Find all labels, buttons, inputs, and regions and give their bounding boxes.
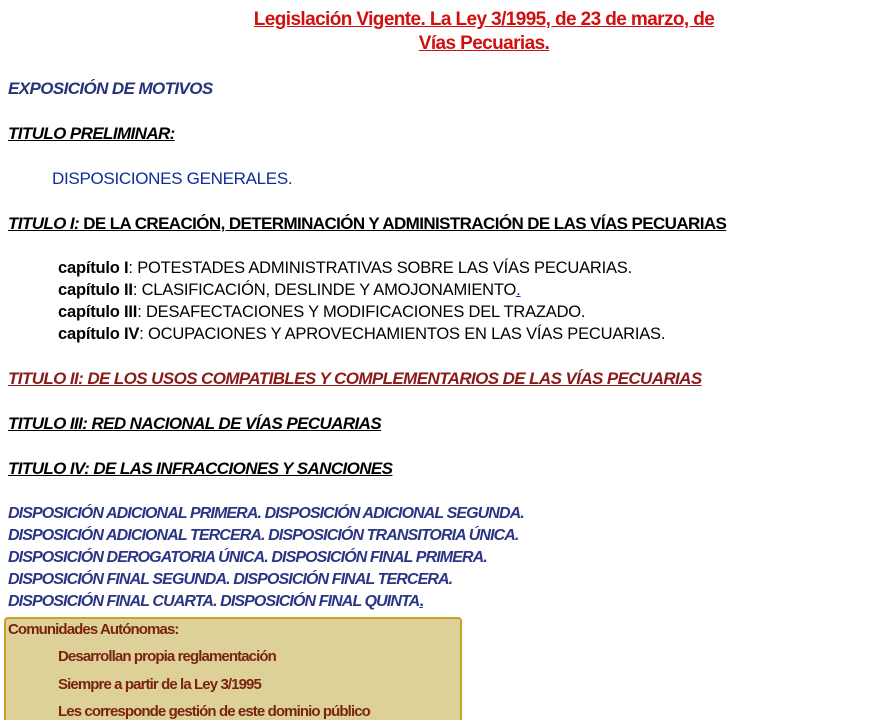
titulo-i-heading[interactable] [8,213,726,235]
titulo-i-label: TITULO I: [8,214,80,233]
capitulo-i-text: : POTESTADES ADMINISTRATIVAS SOBRE LAS VÍAS PECUARIAS. [128,259,632,277]
document-title-line-1: Legislación Vigente. La Ley 3/1995, de 23 de marzo, de [253,9,715,30]
titulo-preliminar-heading[interactable]: TITULO PRELIMINAR: [8,124,175,143]
disposiciones-line-4[interactable]: DISPOSICIÓN FINAL SEGUNDA. DISPOSICIÓN FINAL TERCERA. [8,571,453,588]
disposiciones-line-1[interactable]: DISPOSICIÓN ADICIONAL PRIMERA. DISPOSICIÓN ADICIONAL SEGUNDA. [8,505,524,522]
capitulo-i-item[interactable] [58,257,632,279]
capitulo-iv-text: : OCUPACIONES Y APROVECHAMIENTOS EN LAS VÍAS PECUARIAS. [139,325,666,343]
titulo-ii-heading[interactable] [8,368,702,390]
capitulo-ii-end: . [516,281,521,299]
disposiciones-generales-link[interactable]: DISPOSICIONES GENERALES. [52,169,293,188]
capitulo-ii-item[interactable] [58,279,521,301]
capitulo-iv-item[interactable] [58,323,665,345]
disposiciones-line-3[interactable]: DISPOSICIÓN DEROGATORIA ÚNICA. DISPOSICIÓN FINAL PRIMERA. [8,549,487,566]
capitulo-iii-label: capítulo III [58,303,138,321]
comunidades-item-3: Les corresponde gestión de este dominio público [58,703,370,720]
disposiciones-line-5-end: . [419,593,423,610]
exposicion-de-motivos-link[interactable]: EXPOSICIÓN DE MOTIVOS [8,79,213,98]
comunidades-item-1: Desarrollan propia reglamentación [58,648,276,665]
titulo-ii-text: DE LOS USOS COMPATIBLES Y COMPLEMENTARIOS DE LAS VÍAS PECUARIAS [83,369,702,388]
capitulo-i-label: capítulo I [58,259,129,277]
capitulo-iii-item[interactable] [58,301,585,323]
titulo-ii-label: TITULO II: [8,369,84,388]
comunidades-heading: Comunidades Autónomas: [8,621,179,638]
capitulo-iv-label: capítulo IV [58,325,140,343]
capitulo-iii-text: : DESAFECTACIONES Y MODIFICACIONES DEL TRAZADO. [137,303,586,321]
disposiciones-line-2[interactable]: DISPOSICIÓN ADICIONAL TERCERA. DISPOSICIÓN TRANSITORIA ÚNICA. [8,527,519,544]
disposiciones-line-5-text: DISPOSICIÓN FINAL CUARTA. DISPOSICIÓN FINAL QUINTA [8,593,420,610]
capitulo-ii-label: capítulo II [58,281,133,299]
disposiciones-line-5[interactable] [8,591,423,614]
comunidades-item-2: Siempre a partir de la Ley 3/1995 [58,676,261,693]
document-title-line-2: Vías Pecuarias. [418,33,550,54]
capitulo-ii-text: : CLASIFICACIÓN, DESLINDE Y AMOJONAMIENTO [132,281,517,299]
titulo-iv-heading[interactable]: TITULO IV: DE LAS INFRACCIONES Y SANCIONES [8,459,393,478]
titulo-iii-heading[interactable]: TITULO III: RED NACIONAL DE VÍAS PECUARIAS [8,414,382,433]
titulo-i-text: DE LA CREACIÓN, DETERMINACIÓN Y ADMINISTRACIÓN DE LAS VÍAS PECUARIAS [79,214,727,233]
